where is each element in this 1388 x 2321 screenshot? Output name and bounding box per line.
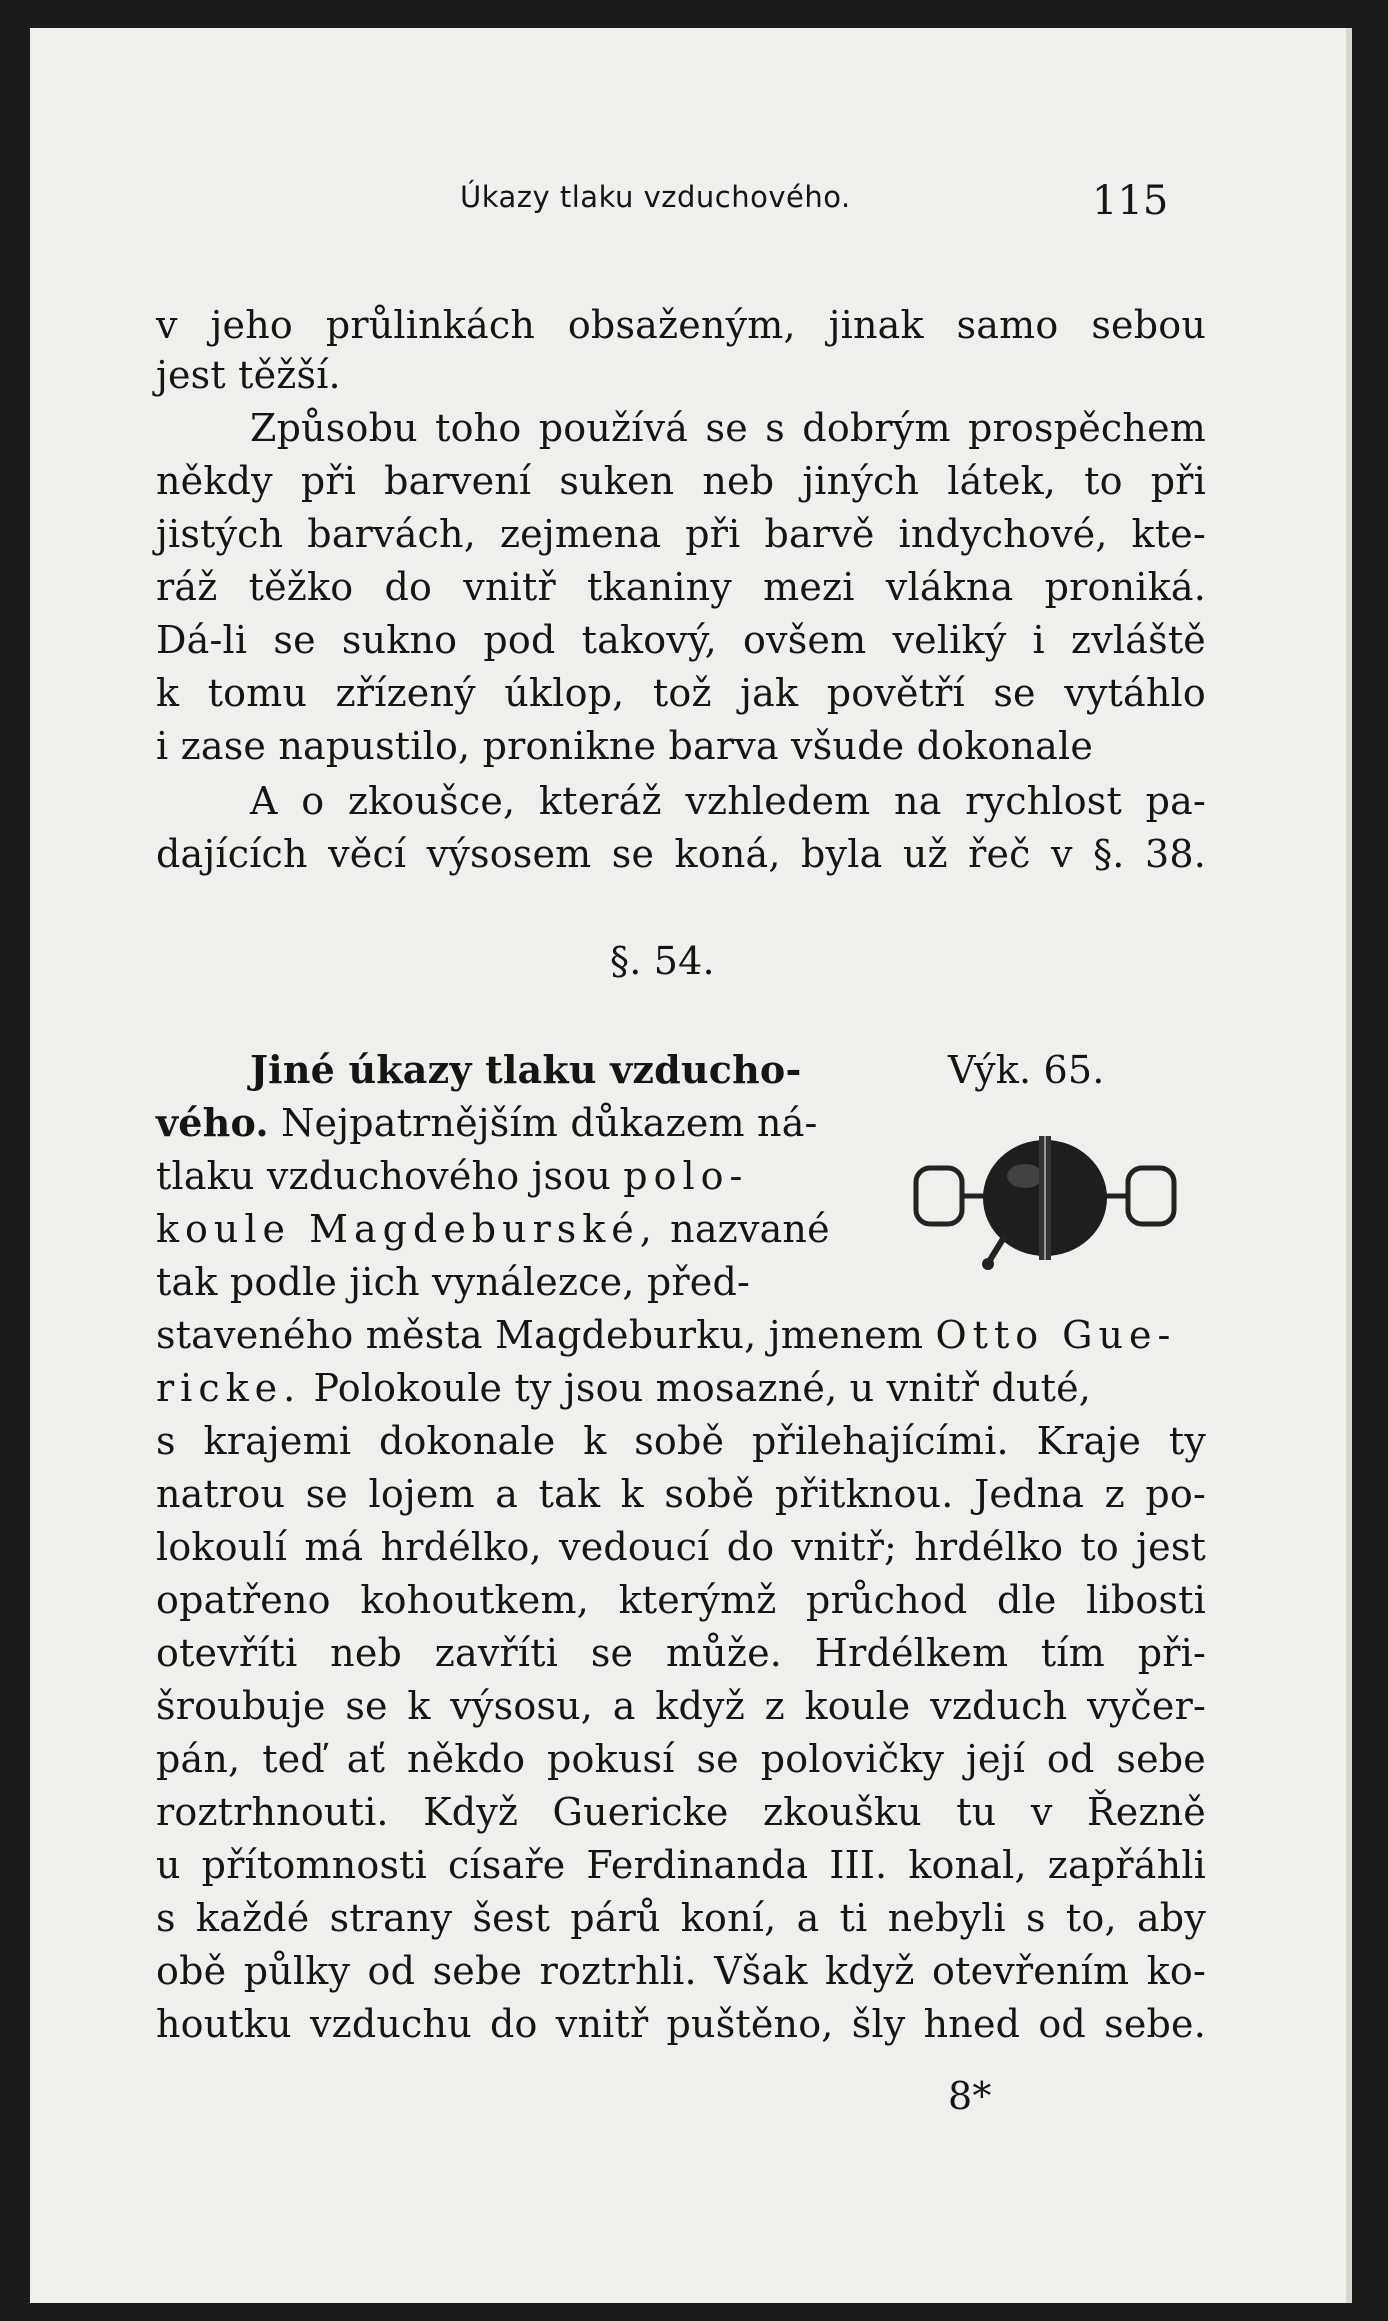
text-span: Polokoule ty jsou mosazné, u vnitř duté, <box>301 1366 1092 1410</box>
text-line <box>156 1204 830 1254</box>
text-line: Dá-li se sukno pod takový, ovšem veliký i zvláště <box>156 618 1206 662</box>
text-line: ráž těžko do vnitř tkaniny mezi vlákna proniká. <box>156 565 1206 609</box>
text-line: tak podle jich vynálezce, před- <box>156 1260 751 1304</box>
text-line: pán, teď ať někdo pokusí se polovičky její od sebe <box>156 1737 1206 1781</box>
page-number: 115 <box>1092 178 1169 224</box>
text-span: Nejpatrnějším důkazem ná- <box>268 1101 818 1145</box>
text-line <box>156 1098 818 1148</box>
text-line <box>156 1363 1091 1413</box>
heading-continuation: vého. <box>156 1100 269 1145</box>
signature-mark: 8* <box>948 2074 992 2118</box>
book-page <box>30 28 1352 2303</box>
text-line: otevříti neb zavříti se může. Hrdélkem tím při- <box>156 1631 1206 1675</box>
magdeburg-hemispheres-icon <box>910 1118 1180 1288</box>
text-line: i zase napustilo, pronikne barva všude dokonale <box>156 724 1094 768</box>
text-line: šroubuje se k výsosu, a když z koule vzduch vyčer- <box>156 1684 1206 1728</box>
section-number: §. 54. <box>610 939 715 983</box>
text-line: opatřeno kohoutkem, kterýmž průchod dle libosti <box>156 1578 1206 1622</box>
spaced-term: koule Magdeburské, <box>156 1207 658 1251</box>
figure-caption: Výk. 65. <box>948 1048 1105 1092</box>
text-line: dajících věcí výsosem se koná, byla už řeč v §. 38. <box>156 832 1206 876</box>
spaced-term: polo- <box>623 1154 749 1198</box>
text-line <box>156 1151 748 1201</box>
text-line: A o zkoušce, kteráž vzhledem na rychlost pa- <box>250 779 1206 823</box>
text-line: lokoulí má hrdélko, vedoucí do vnitř; hrdélko to jest <box>156 1525 1206 1569</box>
text-line: obě půlky od sebe roztrhli. Však když otevřením ko- <box>156 1949 1206 1993</box>
spaced-term: ricke. <box>156 1366 302 1410</box>
text-span: nazvané <box>657 1207 830 1251</box>
text-line <box>156 1310 1176 1360</box>
spaced-term: Otto Gue- <box>935 1313 1177 1357</box>
text-line: roztrhnouti. Když Guericke zkoušku tu v Řezně <box>156 1790 1206 1834</box>
text-span: tlaku vzduchového jsou <box>156 1154 612 1198</box>
text-line: v jeho průlinkách obsaženým, jinak samo sebou <box>156 303 1206 347</box>
text-line: houtku vzduchu do vnitř puštěno, šly hned od sebe. <box>156 2002 1206 2046</box>
text-line: k tomu zřízený úklop, tož jak povětří se vytáhlo <box>156 671 1206 715</box>
text-line: jistých barvách, zejmena při barvě indychové, kte- <box>156 512 1206 556</box>
text-line: jest těžší. <box>156 353 341 397</box>
text-line: s krajemi dokonale k sobě přilehajícími. Kraje ty <box>156 1419 1206 1463</box>
text-line: s každé strany šest párů koní, a ti nebyli s to, aby <box>156 1896 1206 1940</box>
text-line: u přítomnosti císaře Ferdinanda III. konal, zapřáhli <box>156 1843 1206 1887</box>
text-line: někdy při barvení suken neb jiných látek, to při <box>156 459 1206 503</box>
text-span: staveného města Magdeburku, jmenem <box>156 1313 936 1357</box>
running-header: Úkazy tlaku vzduchového. <box>460 180 851 214</box>
text-line: natrou se lojem a tak k sobě přitknou. Jedna z po- <box>156 1472 1206 1516</box>
section-heading: Jiné úkazy tlaku vzducho- <box>250 1047 802 1092</box>
text-line: Způsobu toho používá se s dobrým prospěchem <box>250 406 1206 450</box>
